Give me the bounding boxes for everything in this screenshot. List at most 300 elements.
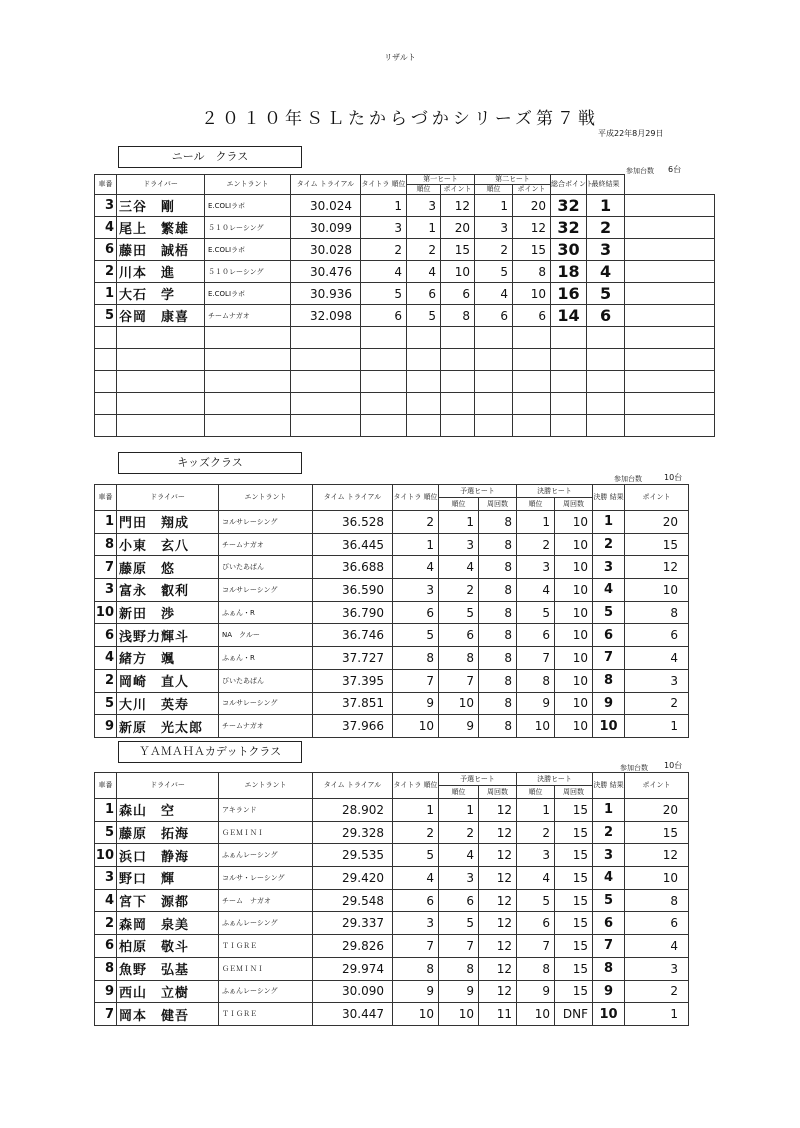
heat1-points-cell: 20 (441, 217, 475, 239)
qual-laps-cell: 12 (479, 821, 517, 844)
final-laps-cell: 15 (555, 889, 593, 912)
empty-cell (407, 349, 441, 371)
final-laps-cell: 15 (555, 935, 593, 958)
entrant-cell: チームナガオ (219, 533, 313, 556)
driver-cell: 宮下 源都 (117, 889, 219, 912)
qual-laps-cell: 12 (479, 889, 517, 912)
header-h2-points: ポイント (513, 185, 551, 195)
table-row (95, 533, 689, 556)
empty-cell (513, 393, 551, 415)
table-row (95, 957, 689, 980)
final-result-cell: 3 (587, 239, 625, 261)
total-points-cell: 18 (551, 261, 587, 283)
title-trial-rank-cell: 7 (393, 669, 439, 692)
final-result-cell: 7 (593, 935, 625, 958)
empty-cell (95, 393, 117, 415)
empty-cell (513, 371, 551, 393)
header-f-laps: 周回数 (555, 786, 593, 799)
empty-cell (513, 415, 551, 437)
qual-rank-cell: 9 (439, 980, 479, 1003)
car-number-cell: 10 (95, 844, 117, 867)
final-rank-cell: 4 (517, 867, 555, 890)
empty-cell (625, 393, 715, 415)
entrant-cell: びいたあぱん (219, 556, 313, 579)
heat2-rank-cell: 6 (475, 305, 513, 327)
table-row (95, 692, 689, 715)
final-rank-cell: 8 (517, 957, 555, 980)
final-rank-cell: 5 (517, 601, 555, 624)
points-cell: 20 (625, 511, 689, 534)
final-result-cell: 3 (593, 556, 625, 579)
time-trial-cell: 36.445 (313, 533, 393, 556)
final-result-cell: 4 (593, 867, 625, 890)
time-trial-cell: 30.447 (313, 1003, 393, 1026)
table-row (95, 889, 689, 912)
final-laps-cell: 10 (555, 692, 593, 715)
qual-laps-cell: 11 (479, 1003, 517, 1026)
final-result-cell: 6 (593, 912, 625, 935)
title-trial-rank-cell: 6 (393, 601, 439, 624)
car-number-cell: 6 (95, 624, 117, 647)
spacer-cell (625, 239, 715, 261)
time-trial-cell: 36.746 (313, 624, 393, 647)
empty-cell (587, 415, 625, 437)
final-laps-cell: 15 (555, 867, 593, 890)
empty-row (95, 349, 715, 371)
qual-rank-cell: 9 (439, 715, 479, 738)
final-result-cell: 6 (587, 305, 625, 327)
neel-class-title: ニール クラス (118, 146, 302, 168)
header-h2-rank: 順位 (475, 185, 513, 195)
qual-rank-cell: 7 (439, 669, 479, 692)
total-points-cell: 16 (551, 283, 587, 305)
title-trial-rank-cell: 3 (393, 912, 439, 935)
car-number-cell: 1 (95, 511, 117, 534)
table-row (95, 935, 689, 958)
qual-laps-cell: 8 (479, 647, 517, 670)
driver-cell: 魚野 弘基 (117, 957, 219, 980)
driver-cell: 岡本 健吾 (117, 1003, 219, 1026)
header-car-no: 車番 (95, 773, 117, 799)
time-trial-cell: 29.337 (313, 912, 393, 935)
entrant-cell: チームナガオ (219, 715, 313, 738)
empty-cell (441, 393, 475, 415)
qual-laps-cell: 8 (479, 715, 517, 738)
final-laps-cell: 10 (555, 624, 593, 647)
points-cell: 4 (625, 647, 689, 670)
qual-laps-cell: 8 (479, 533, 517, 556)
driver-cell: 藤原 拓海 (117, 821, 219, 844)
final-rank-cell: 6 (517, 912, 555, 935)
entrant-cell: ＴＩＧＲＥ (219, 935, 313, 958)
driver-cell: 森岡 泉美 (117, 912, 219, 935)
qual-rank-cell: 4 (439, 556, 479, 579)
empty-cell (205, 327, 291, 349)
qual-rank-cell: 2 (439, 579, 479, 602)
driver-cell: 三谷 剛 (117, 195, 205, 217)
final-laps-cell: 10 (555, 647, 593, 670)
header-entrant: エントラント (219, 485, 313, 511)
entrant-cell: E.COLIラボ (205, 195, 291, 217)
empty-cell (475, 393, 513, 415)
driver-cell: 新田 渉 (117, 601, 219, 624)
car-number-cell: 2 (95, 669, 117, 692)
empty-cell (361, 349, 407, 371)
time-trial-cell: 30.099 (291, 217, 361, 239)
table-row (95, 912, 689, 935)
final-result-cell: 4 (587, 261, 625, 283)
empty-cell (587, 371, 625, 393)
final-laps-cell: 15 (555, 844, 593, 867)
qual-laps-cell: 8 (479, 669, 517, 692)
empty-cell (587, 393, 625, 415)
title-trial-rank-cell: 3 (361, 217, 407, 239)
header-entrant: エントラント (205, 175, 291, 195)
entrant-cell: ＧＥＭＩＮＩ (219, 957, 313, 980)
car-number-cell: 5 (95, 305, 117, 327)
title-trial-rank-cell: 8 (393, 957, 439, 980)
time-trial-cell: 30.936 (291, 283, 361, 305)
entrant-cell: ふぁん・R (219, 601, 313, 624)
empty-cell (361, 415, 407, 437)
heat1-rank-cell: 1 (407, 217, 441, 239)
title-trial-rank-cell: 1 (393, 533, 439, 556)
header-title-trial: タイトラ 順位 (393, 485, 439, 511)
header-title-trial: タイトラ 順位 (361, 175, 407, 195)
final-result-cell: 5 (593, 601, 625, 624)
empty-cell (291, 415, 361, 437)
table-row (95, 980, 689, 1003)
driver-cell: 緒方 颯 (117, 647, 219, 670)
header-heat1: 第一ヒート (407, 175, 475, 185)
points-cell: 15 (625, 533, 689, 556)
qual-rank-cell: 3 (439, 533, 479, 556)
points-cell: 12 (625, 556, 689, 579)
final-rank-cell: 4 (517, 579, 555, 602)
title-trial-rank-cell: 2 (361, 239, 407, 261)
header-driver: ドライバー (117, 773, 219, 799)
page-header-label: リザルト (384, 53, 416, 62)
final-laps-cell: 15 (555, 980, 593, 1003)
empty-cell (625, 371, 715, 393)
points-cell: 12 (625, 844, 689, 867)
entrant-cell: ５１０レーシング (205, 217, 291, 239)
time-trial-cell: 29.535 (313, 844, 393, 867)
neel-results-table (94, 174, 715, 437)
title-trial-rank-cell: 6 (361, 305, 407, 327)
heat2-points-cell: 12 (513, 217, 551, 239)
empty-cell (551, 349, 587, 371)
qual-laps-cell: 12 (479, 844, 517, 867)
points-cell: 2 (625, 980, 689, 1003)
title-trial-rank-cell: 10 (393, 1003, 439, 1026)
empty-cell (551, 371, 587, 393)
final-result-cell: 5 (593, 889, 625, 912)
driver-cell: 浅野力輝斗 (117, 624, 219, 647)
final-laps-cell: 10 (555, 669, 593, 692)
neel-count-label: 参加台数 (626, 167, 654, 175)
yamaha-results-table (94, 772, 689, 1026)
header-heat2: 第二ヒート (475, 175, 551, 185)
qual-laps-cell: 12 (479, 799, 517, 822)
event-date: 平成22年8月29日 (598, 129, 664, 138)
header-points: ポイント (625, 773, 689, 799)
final-rank-cell: 7 (517, 935, 555, 958)
time-trial-cell: 29.420 (313, 867, 393, 890)
time-trial-cell: 30.024 (291, 195, 361, 217)
final-result-cell: 2 (587, 217, 625, 239)
time-trial-cell: 37.727 (313, 647, 393, 670)
driver-cell: 森山 空 (117, 799, 219, 822)
car-number-cell: 4 (95, 217, 117, 239)
qual-laps-cell: 8 (479, 556, 517, 579)
driver-cell: 川本 進 (117, 261, 205, 283)
points-cell: 20 (625, 799, 689, 822)
entrant-cell: コルサレーシング (219, 579, 313, 602)
empty-cell (205, 349, 291, 371)
entrant-cell: ふぁんレーシング (219, 912, 313, 935)
entrant-cell: コルサレーシング (219, 511, 313, 534)
final-rank-cell: 10 (517, 1003, 555, 1026)
car-number-cell: 3 (95, 195, 117, 217)
heat2-rank-cell: 1 (475, 195, 513, 217)
qual-rank-cell: 8 (439, 647, 479, 670)
table-row (95, 556, 689, 579)
entrant-cell: E.COLIラボ (205, 283, 291, 305)
header-result: 決勝 結果 (593, 485, 625, 511)
final-result-cell: 6 (593, 624, 625, 647)
car-number-cell: 6 (95, 239, 117, 261)
empty-cell (513, 349, 551, 371)
heat2-rank-cell: 2 (475, 239, 513, 261)
driver-cell: 柏原 敬斗 (117, 935, 219, 958)
final-laps-cell: 10 (555, 715, 593, 738)
entrant-cell: ＧＥＭＩＮＩ (219, 821, 313, 844)
heat1-rank-cell: 5 (407, 305, 441, 327)
driver-cell: 小東 玄八 (117, 533, 219, 556)
time-trial-cell: 36.528 (313, 511, 393, 534)
time-trial-cell: 37.851 (313, 692, 393, 715)
final-laps-cell: 10 (555, 579, 593, 602)
title-trial-rank-cell: 6 (393, 889, 439, 912)
header-q-laps: 周回数 (479, 786, 517, 799)
driver-cell: 大川 英寿 (117, 692, 219, 715)
total-points-cell: 30 (551, 239, 587, 261)
empty-row (95, 415, 715, 437)
qual-rank-cell: 10 (439, 1003, 479, 1026)
entrant-cell: ＴＩＧＲＥ (219, 1003, 313, 1026)
entrant-cell: アキランド (219, 799, 313, 822)
qual-rank-cell: 7 (439, 935, 479, 958)
final-result-cell: 8 (593, 669, 625, 692)
final-laps-cell: 15 (555, 799, 593, 822)
spacer-cell (625, 195, 715, 217)
header-q-rank: 順位 (439, 498, 479, 511)
empty-cell (95, 349, 117, 371)
entrant-cell: ５１０レーシング (205, 261, 291, 283)
empty-cell (407, 327, 441, 349)
heat1-rank-cell: 2 (407, 239, 441, 261)
final-rank-cell: 1 (517, 799, 555, 822)
table-row (95, 647, 689, 670)
final-rank-cell: 2 (517, 533, 555, 556)
points-cell: 3 (625, 669, 689, 692)
empty-cell (291, 327, 361, 349)
points-cell: 8 (625, 889, 689, 912)
driver-cell: 藤田 誠梧 (117, 239, 205, 261)
yamaha-count-value: 10台 (664, 761, 683, 770)
final-result-cell: 2 (593, 533, 625, 556)
title-trial-rank-cell: 5 (361, 283, 407, 305)
empty-cell (625, 415, 715, 437)
spacer-cell (625, 305, 715, 327)
heat2-rank-cell: 5 (475, 261, 513, 283)
entrant-cell: E.COLIラボ (205, 239, 291, 261)
page-title: ２０１０年ＳＬたからづかシリーズ第７戦 (201, 109, 599, 129)
driver-cell: 富永 叡利 (117, 579, 219, 602)
empty-cell (407, 393, 441, 415)
empty-cell (291, 393, 361, 415)
qual-laps-cell: 12 (479, 980, 517, 1003)
empty-cell (361, 393, 407, 415)
final-laps-cell: 10 (555, 511, 593, 534)
qual-rank-cell: 2 (439, 821, 479, 844)
heat1-rank-cell: 3 (407, 195, 441, 217)
time-trial-cell: 30.028 (291, 239, 361, 261)
empty-cell (551, 327, 587, 349)
entrant-cell: ふぁん・R (219, 647, 313, 670)
empty-cell (475, 349, 513, 371)
heat1-rank-cell: 4 (407, 261, 441, 283)
empty-cell (117, 349, 205, 371)
heat2-points-cell: 20 (513, 195, 551, 217)
total-points-cell: 32 (551, 195, 587, 217)
spacer-cell (625, 261, 715, 283)
heat1-points-cell: 10 (441, 261, 475, 283)
final-rank-cell: 7 (517, 647, 555, 670)
title-trial-rank-cell: 1 (361, 195, 407, 217)
qual-rank-cell: 5 (439, 601, 479, 624)
title-trial-rank-cell: 3 (393, 579, 439, 602)
driver-cell: 谷岡 康喜 (117, 305, 205, 327)
empty-cell (95, 415, 117, 437)
final-rank-cell: 2 (517, 821, 555, 844)
time-trial-cell: 28.902 (313, 799, 393, 822)
final-laps-cell: 15 (555, 821, 593, 844)
points-cell: 3 (625, 957, 689, 980)
final-rank-cell: 8 (517, 669, 555, 692)
final-result-cell: 1 (587, 195, 625, 217)
empty-cell (475, 327, 513, 349)
qual-laps-cell: 8 (479, 692, 517, 715)
entrant-cell: チーム ナガオ (219, 889, 313, 912)
header-car-no: 車番 (95, 485, 117, 511)
qual-rank-cell: 6 (439, 889, 479, 912)
header-q-laps: 周回数 (479, 498, 517, 511)
kids-count-label: 参加台数 (614, 475, 642, 483)
spacer-cell (625, 217, 715, 239)
qual-laps-cell: 12 (479, 912, 517, 935)
heat2-points-cell: 10 (513, 283, 551, 305)
title-trial-rank-cell: 9 (393, 692, 439, 715)
final-rank-cell: 5 (517, 889, 555, 912)
time-trial-cell: 30.090 (313, 980, 393, 1003)
header-q-rank: 順位 (439, 786, 479, 799)
time-trial-cell: 37.966 (313, 715, 393, 738)
qual-rank-cell: 3 (439, 867, 479, 890)
car-number-cell: 10 (95, 601, 117, 624)
qual-laps-cell: 12 (479, 867, 517, 890)
heat1-rank-cell: 6 (407, 283, 441, 305)
table-row (95, 579, 689, 602)
final-result-cell: 4 (593, 579, 625, 602)
empty-cell (95, 327, 117, 349)
header-h1-points: ポイント (441, 185, 475, 195)
points-cell: 6 (625, 912, 689, 935)
table-row (95, 511, 689, 534)
final-rank-cell: 10 (517, 715, 555, 738)
empty-cell (205, 393, 291, 415)
final-rank-cell: 3 (517, 844, 555, 867)
driver-cell: 大石 学 (117, 283, 205, 305)
qual-laps-cell: 12 (479, 935, 517, 958)
entrant-cell: コルサレーシング (219, 692, 313, 715)
final-rank-cell: 1 (517, 511, 555, 534)
time-trial-cell: 29.328 (313, 821, 393, 844)
qual-laps-cell: 8 (479, 579, 517, 602)
heat2-points-cell: 15 (513, 239, 551, 261)
title-trial-rank-cell: 10 (393, 715, 439, 738)
car-number-cell: 5 (95, 821, 117, 844)
car-number-cell: 2 (95, 261, 117, 283)
header-total: 総合ポイント (551, 175, 587, 195)
final-result-cell: 9 (593, 692, 625, 715)
table-row (95, 601, 689, 624)
empty-cell (441, 349, 475, 371)
heat2-points-cell: 6 (513, 305, 551, 327)
qual-laps-cell: 8 (479, 511, 517, 534)
entrant-cell: チームナガオ (205, 305, 291, 327)
table-row (95, 283, 715, 305)
empty-cell (625, 327, 715, 349)
driver-cell: 門田 翔成 (117, 511, 219, 534)
header-time-trial: タイム トライアル (313, 485, 393, 511)
car-number-cell: 5 (95, 692, 117, 715)
empty-cell (117, 371, 205, 393)
final-result-cell: 1 (593, 799, 625, 822)
empty-cell (587, 349, 625, 371)
empty-row (95, 393, 715, 415)
table-row (95, 844, 689, 867)
empty-cell (551, 393, 587, 415)
time-trial-cell: 36.688 (313, 556, 393, 579)
final-laps-cell: 15 (555, 912, 593, 935)
empty-cell (625, 349, 715, 371)
empty-cell (95, 371, 117, 393)
driver-cell: 西山 立樹 (117, 980, 219, 1003)
time-trial-cell: 30.476 (291, 261, 361, 283)
driver-cell: 新原 光太郎 (117, 715, 219, 738)
empty-cell (117, 393, 205, 415)
final-result-cell: 10 (593, 1003, 625, 1026)
title-trial-rank-cell: 2 (393, 821, 439, 844)
car-number-cell: 7 (95, 556, 117, 579)
header-final-heat: 決勝ヒート (517, 773, 593, 786)
table-row (95, 669, 689, 692)
empty-cell (475, 415, 513, 437)
points-cell: 2 (625, 692, 689, 715)
car-number-cell: 9 (95, 715, 117, 738)
